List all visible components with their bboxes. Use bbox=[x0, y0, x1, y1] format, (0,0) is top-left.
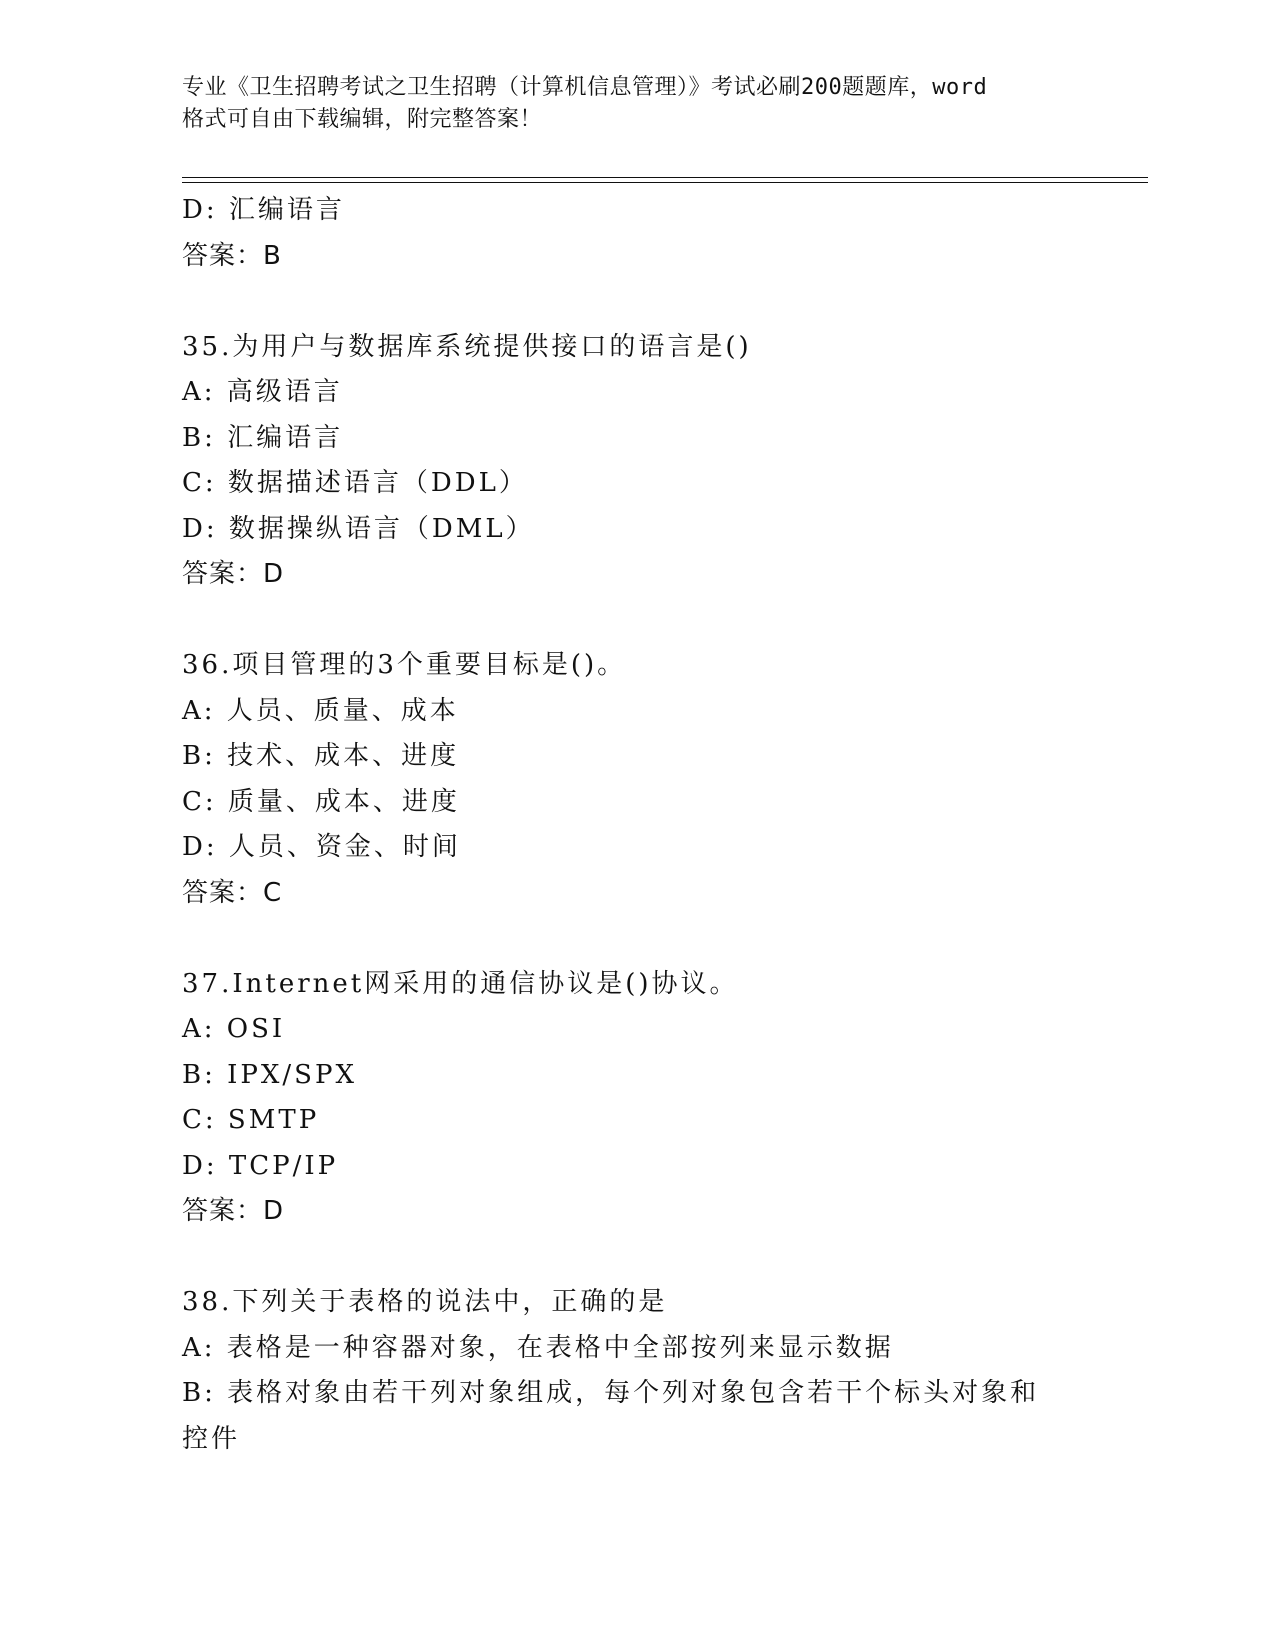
option-c: C: 数据描述语言（DDL） bbox=[182, 468, 528, 498]
header-divider-bottom bbox=[182, 182, 1148, 183]
question-37 bbox=[182, 962, 1082, 1235]
spacer bbox=[182, 916, 1082, 962]
option-a: A: 高级语言 bbox=[182, 377, 343, 407]
option-b: B: 表格对象由若干列对象组成，每个列对象包含若干个标头对象和控件 bbox=[182, 1378, 1040, 1454]
option-c: C: SMTP bbox=[182, 1105, 320, 1135]
question-38 bbox=[182, 1280, 1082, 1462]
option-b: B: IPX/SPX bbox=[182, 1059, 357, 1090]
question-stem: 36.项目管理的3个重要目标是()。 bbox=[182, 650, 627, 680]
spacer bbox=[182, 598, 1082, 644]
answer: 答案：C bbox=[182, 877, 283, 908]
question-35 bbox=[182, 325, 1082, 598]
answer: 答案：D bbox=[182, 559, 285, 589]
option-d: D: 人员、资金、时间 bbox=[182, 832, 461, 862]
option-a: A: 表格是一种容器对象，在表格中全部按列来显示数据 bbox=[182, 1332, 894, 1363]
answer: 答案：D bbox=[182, 1196, 285, 1226]
option-d: D: TCP/IP bbox=[182, 1150, 339, 1181]
header-line-2: 格式可自由下载编辑，附完整答案！ bbox=[182, 107, 543, 132]
prev-question-answer: 答案：B bbox=[182, 240, 282, 271]
spacer bbox=[182, 279, 1082, 325]
header-line-1: 专业《卫生招聘考试之卫生招聘（计算机信息管理）》考试必刷200题题库，word bbox=[182, 75, 988, 100]
question-stem: 35.为用户与数据库系统提供接口的语言是() bbox=[182, 331, 752, 362]
header-divider-top bbox=[182, 177, 1148, 178]
question-stem: 37.Internet网采用的通信协议是()协议。 bbox=[182, 968, 739, 999]
prev-question-option-d: D: 汇编语言 bbox=[182, 195, 345, 225]
option-a: A: 人员、质量、成本 bbox=[182, 695, 459, 726]
question-list bbox=[182, 188, 1082, 1462]
option-b: B: 技术、成本、进度 bbox=[182, 741, 460, 771]
question-36 bbox=[182, 643, 1082, 916]
document-header bbox=[182, 72, 1062, 136]
spacer bbox=[182, 1235, 1082, 1281]
option-d: D: 数据操纵语言（DML） bbox=[182, 513, 535, 544]
option-c: C: 质量、成本、进度 bbox=[182, 786, 460, 817]
option-a: A: OSI bbox=[182, 1014, 286, 1044]
option-b: B: 汇编语言 bbox=[182, 422, 344, 453]
question-stem: 38.下列关于表格的说法中，正确的是 bbox=[182, 1287, 668, 1317]
